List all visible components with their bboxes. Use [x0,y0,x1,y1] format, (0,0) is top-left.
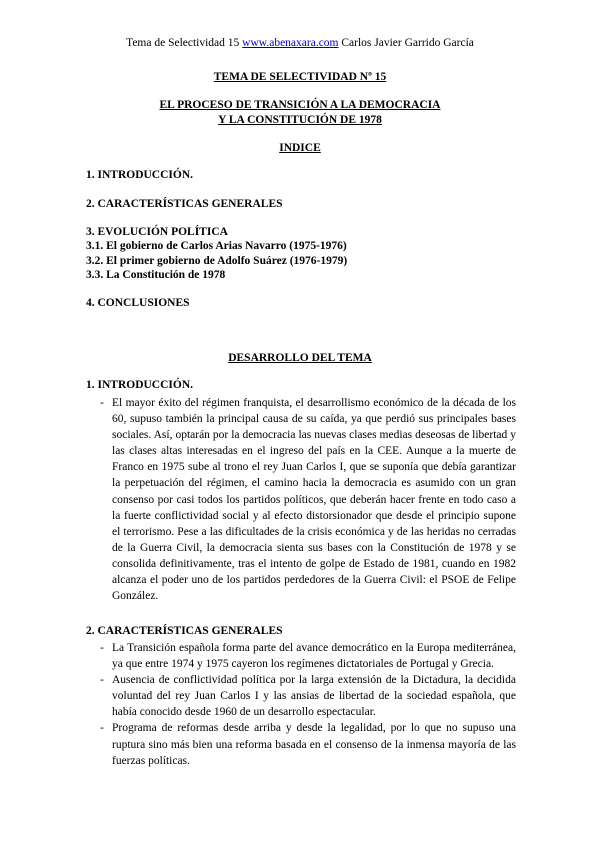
bullet-dash: - [100,674,104,687]
document-title-line-2: Y LA CONSTITUCIÓN DE 1978 [218,114,382,126]
indice-item: 3.2. El primer gobierno de Adolfo Suárez (1976-1979) [86,255,348,267]
bullet-dash: - [100,642,104,654]
list-item [100,640,516,672]
indice-item: 2. CARACTERÍSTICAS GENERALES [86,198,283,210]
list-item-text: Programa de reformas desde arriba y desde la legalidad, por lo que no supuso una ruptura sino más bien una reforma basada en el consenso de la inmensa mayoría de las fuerzas políticas. [112,722,516,767]
indice-item: 3.3. La Constitución de 1978 [86,269,226,281]
website-link[interactable]: www.abenaxara.com [242,37,339,49]
list-item-text: Ausencia de conflictividad política por la larga extensión de la Dictadura, la decidida voluntad del rey Juan Carlos I y las ansias de libertad de la sociedad española, que había conocido desde 1960 de un desarrollo espectacular. [112,674,516,719]
header-suffix: Carlos Javier Garrido García [338,37,474,49]
list-item [100,672,516,720]
indice-item: 4. CONCLUSIONES [86,297,190,309]
header-prefix: Tema de Selectividad 15 [126,37,243,49]
caracteristicas-list [100,640,516,769]
desarrollo-heading: DESARROLLO DEL TEMA [228,352,372,364]
caracteristicas-heading: 2. CARACTERÍSTICAS GENERALES [86,625,283,637]
bullet-dash: - [100,722,104,735]
indice-item: 1. INTRODUCCIÓN. [86,169,194,181]
intro-list [100,395,516,604]
list-item-text: La Transición española forma parte del avance democrático en la Europa mediterránea, ya que entre 1974 y 1975 cayeron los regímenes dictatoriales de Portugal y Grecia. [112,642,516,671]
page-header [0,37,600,49]
tema-title: TEMA DE SELECTIVIDAD Nº 15 [213,71,387,83]
intro-paragraph: El mayor éxito del régimen franquista, el desarrollismo económico de la década de los 60, supuso también la principal causa de su caída, ya que perdió sus principales bases sociales. Así, optarán por la democracia las nuevas clases medias deseosas de libertad y las clases altas interesadas en el ingreso del país en la CEE. Aunque a la muerte de Franco en 1975 sube al trono el rey Juan Carlos I, que se suponía que debía garantizar la perpetuación del régimen, el camino hacia la democracia es asumido con un gran consenso por casi todos los partidos políticos, que deberán hacer frente en todo caso a la fuerte conflictividad social y al efecto distorsionador que desde el principio supone el terrorismo. Pese a las dificultades de la crisis económica y de las heridas no cerradas de la Guerra Civil, la democracia sienta sus bases con la Constitución de 1978 y se consolida definitivamente, tras el intento de golpe de Estado de 1981, cuando en 1982 alcanza el poder uno de los partidos perdedores de la Guerra Civil: el PSOE de Felipe González. [112,397,516,603]
list-item [100,720,516,768]
indice-heading: INDICE [279,142,321,154]
indice-item: 3. EVOLUCIÓN POLÍTICA [86,226,228,238]
indice-item: 3.1. El gobierno de Carlos Arias Navarro (1975-1976) [86,240,347,252]
document-title-line-1: EL PROCESO DE TRANSICIÓN A LA DEMOCRACIA [159,99,441,111]
list-item [100,395,516,604]
bullet-dash: - [100,397,104,409]
intro-heading: 1. INTRODUCCIÓN. [86,379,194,391]
